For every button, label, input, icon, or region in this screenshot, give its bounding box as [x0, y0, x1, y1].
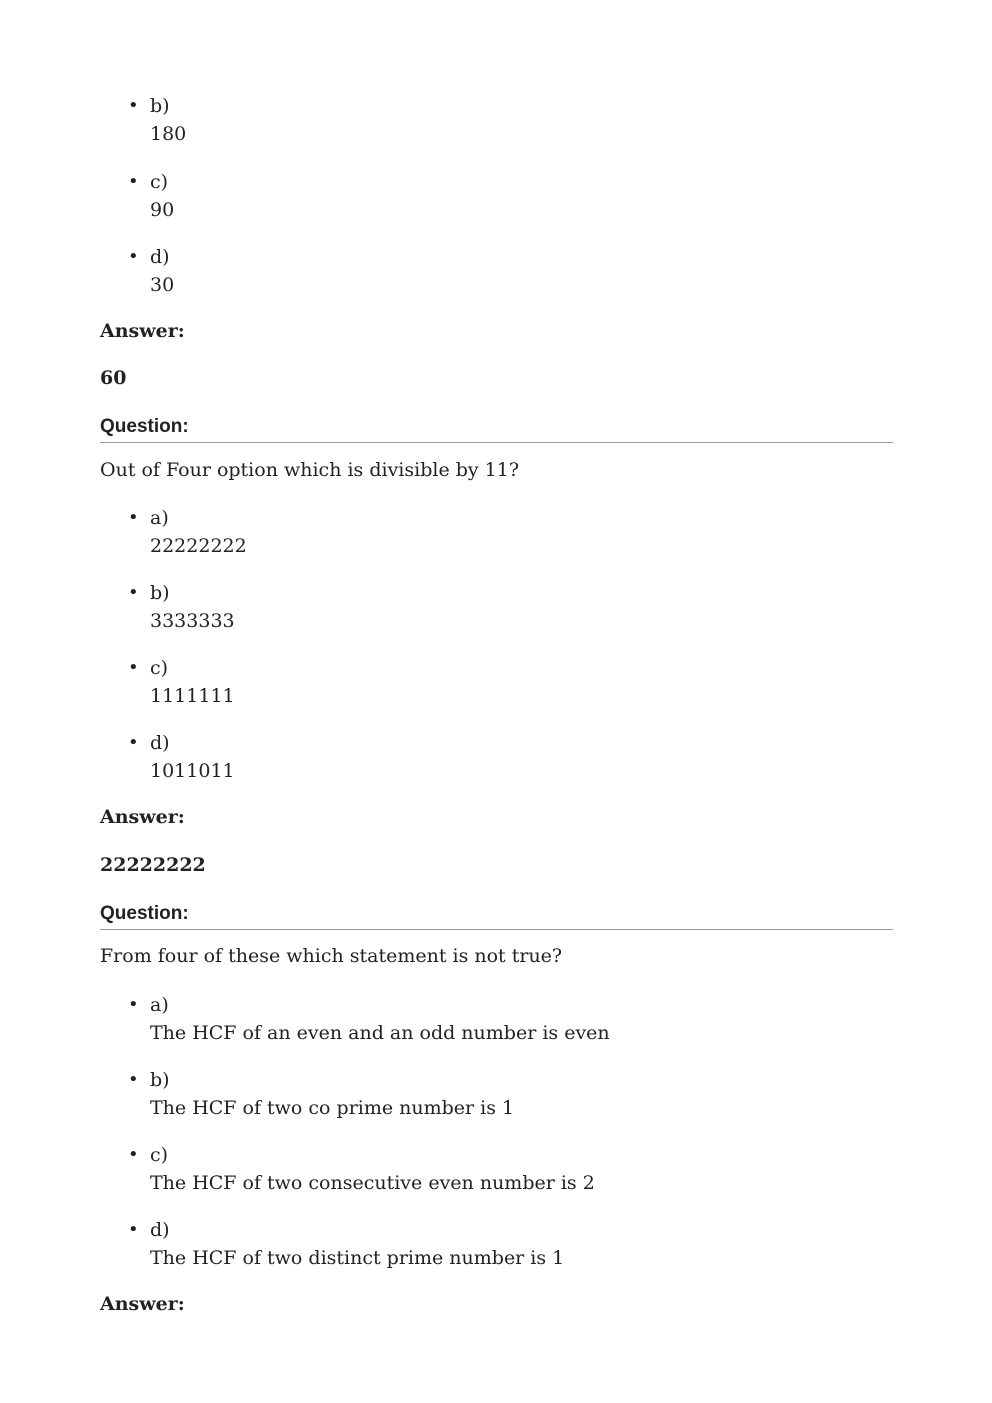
bullet-icon: •: [128, 582, 139, 603]
option-text: 180: [150, 123, 187, 145]
bullet-icon: •: [128, 1219, 139, 1240]
question-text: From four of these which statement is not true?: [100, 945, 563, 967]
option-letter: b): [150, 95, 170, 117]
bullet-icon: •: [128, 1069, 139, 1090]
option-text: 22222222: [150, 535, 247, 557]
question-label: Question:: [100, 416, 893, 443]
answer-value: 22222222: [100, 854, 206, 876]
question-text: Out of Four option which is divisible by 11?: [100, 459, 520, 481]
option-text: 3333333: [150, 610, 235, 632]
option-text: 30: [150, 274, 175, 296]
bullet-icon: •: [128, 507, 139, 528]
option-letter: c): [150, 657, 169, 679]
bullet-icon: •: [128, 994, 139, 1015]
bullet-icon: •: [128, 1144, 139, 1165]
option-letter: d): [150, 1219, 170, 1241]
bullet-icon: •: [128, 657, 139, 678]
option-letter: d): [150, 246, 170, 268]
option-text: 1111111: [150, 685, 235, 707]
bullet-icon: •: [128, 171, 139, 192]
option-letter: c): [150, 1144, 169, 1166]
option-letter: c): [150, 171, 169, 193]
option-letter: b): [150, 1069, 170, 1091]
option-text: The HCF of two co prime number is 1: [150, 1097, 515, 1119]
option-letter: a): [150, 994, 169, 1016]
option-letter: d): [150, 732, 170, 754]
bullet-icon: •: [128, 246, 139, 267]
option-text: The HCF of two consecutive even number is 2: [150, 1172, 595, 1194]
answer-label: Answer:: [100, 1293, 185, 1315]
answer-value: 60: [100, 367, 127, 389]
option-letter: a): [150, 507, 169, 529]
option-letter: b): [150, 582, 170, 604]
option-text: 1011011: [150, 760, 235, 782]
bullet-icon: •: [128, 95, 139, 116]
option-text: The HCF of two distinct prime number is 1: [150, 1247, 565, 1269]
answer-label: Answer:: [100, 806, 185, 828]
option-text: 90: [150, 199, 175, 221]
answer-label: Answer:: [100, 320, 185, 342]
bullet-icon: •: [128, 732, 139, 753]
question-label: Question:: [100, 903, 893, 930]
option-text: The HCF of an even and an odd number is even: [150, 1022, 610, 1044]
